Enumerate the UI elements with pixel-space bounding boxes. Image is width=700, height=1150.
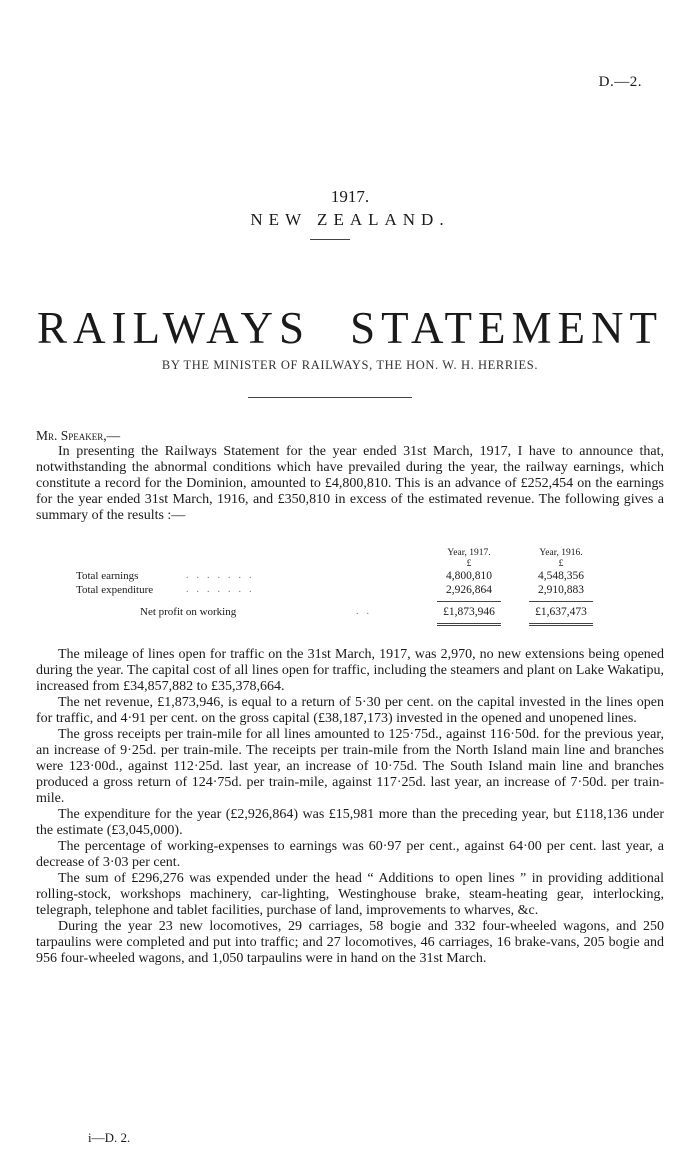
total-rule-1917 — [437, 623, 501, 626]
paragraph-additions: The sum of £296,276 was expended under the head “ Additions to open lines ” in providing additional rolling-stock, workshops machinery, car-lighting, Westinghouse brake, steam-heating gear, interlocking, telegraph, telephone and tablet facilities, purchase of land, improvements to wharves, &c. — [36, 871, 664, 918]
unit-1916: £ — [558, 559, 564, 569]
row-label-expenditure: Total expenditure — [76, 584, 154, 596]
signature-mark: i—D. 2. — [88, 1130, 131, 1145]
document-country: NEW ZEALAND. — [250, 210, 450, 229]
page-title — [0, 302, 700, 354]
total-rule-1916 — [529, 623, 593, 626]
title-part-railways: RAILWAYS — [37, 303, 311, 353]
unit-1917: £ — [466, 559, 472, 569]
value-net-profit-1917: £1,873,946 — [443, 606, 495, 618]
leader-dots: .. — [356, 606, 377, 617]
divider-mid — [248, 397, 412, 398]
paragraph-gross-receipts: The gross receipts per train-mile for all lines amounted to 125·75d., against 116·50d. for the previous year, an increase of 9·25d. per train-mile. The receipts per train-mile from the North Island main line and branches were 123·00d., against 112·25d. last year, an increase of 10·75d. The South Island main line and branches produced a gross return of 124·75d. per train-mile, against 117·25d. last year, an increase of 7·50d. per train-mile. — [36, 727, 664, 806]
paragraph-intro: In presenting the Railways Statement for the year ended 31st March, 1917, I have to announce that, notwithstanding the abnormal conditions which have prevailed during the year, the railway earnings, which constitute a record for the Dominion, amounted to £4,800,810. This is an advance of £252,454 on the earnings for the year ended 31st March, 1916, and £350,810 in excess of the estimated revenue. The following gives a summary of the results :— — [36, 444, 664, 523]
paragraph-net-revenue: The net revenue, £1,873,946, is equal to a return of 5·30 per cent. on the capital invested in the lines open for traffic, and 4·91 per cent. on the gross capital (£38,187,173) invested in the opened and unopened lines. — [36, 695, 664, 726]
value-expenditure-1917: 2,926,864 — [446, 584, 492, 596]
summary-table — [36, 544, 664, 642]
body-text — [36, 647, 664, 967]
paragraph-rolling-stock: During the year 23 new locomotives, 29 carriages, 58 bogie and 332 four-wheeled wagons, and 250 tarpaulins were completed and put into traffic; and 27 locomotives, 46 carriages, 16 brake-vans, 205 bogie and 956 four-wheeled wagons, and 1,050 tarpaulins were in hand on the 31st March. — [36, 919, 664, 966]
value-expenditure-1916: 2,910,883 — [538, 584, 584, 596]
paragraph-expenditure: The expenditure for the year (£2,926,864) was £15,981 more than the preceding year, but £118,136 under the estimate (£3,045,000). — [36, 807, 664, 838]
leader-dots: ....... — [186, 570, 260, 581]
document-reference: D.—2. — [598, 74, 642, 90]
intro-paragraph — [36, 444, 664, 524]
salutation: Mr. Speaker,— — [36, 428, 121, 443]
divider-short — [310, 239, 350, 240]
column-header-1916: Year, 1916. — [539, 548, 583, 558]
value-earnings-1916: 4,548,356 — [538, 570, 584, 582]
value-net-profit-1916: £1,637,473 — [535, 606, 587, 618]
leader-dots: ....... — [186, 584, 260, 595]
paragraph-percentage: The percentage of working-expenses to earnings was 60·97 per cent., against 64·00 per cent. last year, a decrease of 3·03 per cent. — [36, 839, 664, 870]
column-header-1917: Year, 1917. — [447, 548, 491, 558]
document-year: 1917. — [330, 187, 370, 206]
row-label-net-profit: Net profit on working — [140, 606, 237, 618]
paragraph-mileage: The mileage of lines open for traffic on the 31st March, 1917, was 2,970, no new extensions being opened during the year. The capital cost of all lines open for traffic, including the steamers and plant on Lake Wakatipu, increased from £34,857,882 to £35,378,664. — [36, 647, 664, 694]
title-part-statement: STATEMENT — [350, 303, 663, 353]
row-label-earnings: Total earnings — [76, 570, 139, 582]
sum-rule-1917 — [437, 601, 501, 602]
value-earnings-1917: 4,800,810 — [446, 570, 492, 582]
sum-rule-1916 — [529, 601, 593, 602]
page-subtitle: BY THE MINISTER OF RAILWAYS, THE HON. W. H. HERRIES. — [161, 358, 539, 372]
